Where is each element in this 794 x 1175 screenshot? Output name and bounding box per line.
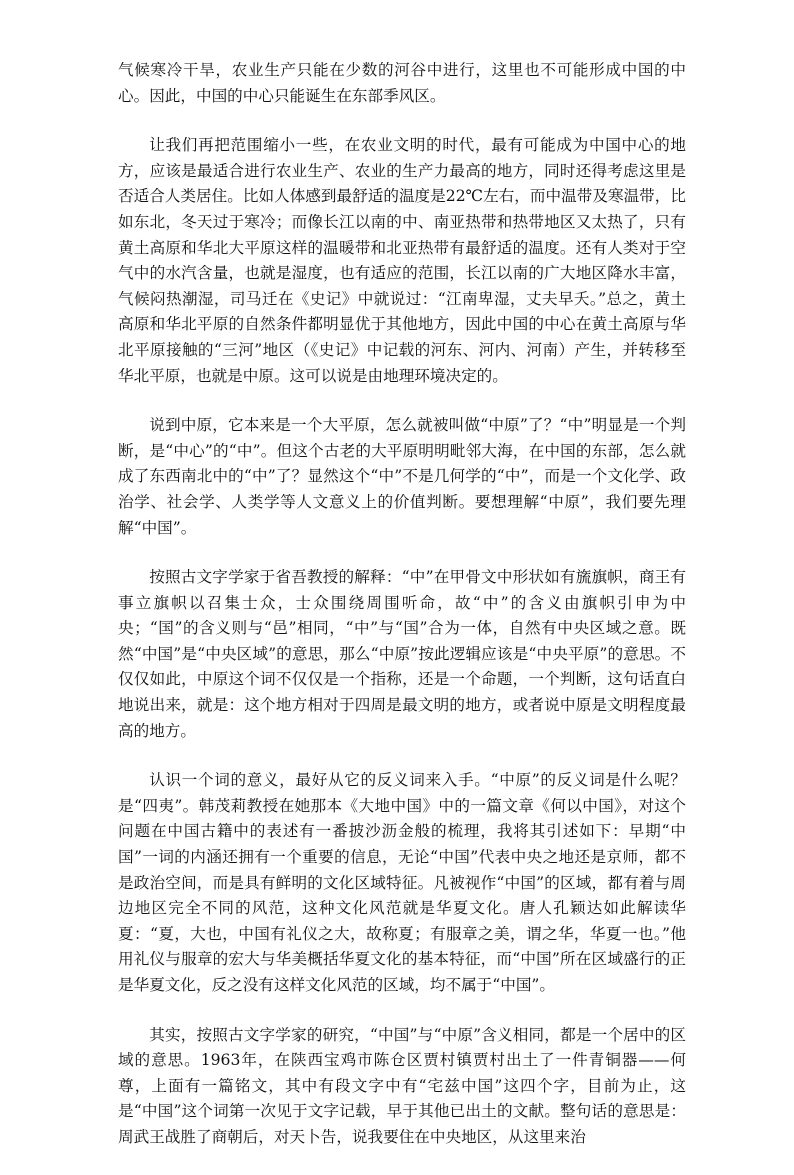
document-page [118, 58, 686, 1175]
paragraph-he-zun: 其实，按照古文字学家的研究，“中国”与“中原”含义相同，都是一个居中的区域的意思。1963年，在陕西宝鸡市陈仓区贾村镇贾村出土了一件青铜器——何尊，上面有一篇铭文，其中有段文字中有“宅兹中国”这四个字，目前为止，这是“中国”这个词第一次见于文字记载，早于其他已出土的文献。整句话的意思是：周武王战胜了商朝后，对天卜告，说我要住在中央地区，从这里来治 [118, 1025, 686, 1146]
paragraph-siyi: 认识一个词的意义，最好从它的反义词来入手。“中原”的反义词是什么呢？是“四夷”。韩茂莉教授在她那本《大地中国》中的一篇文章《何以中国》，对这个问题在中国古籍中的表述有一番披沙沥金般的梳理，我将其引述如下：早期“中国”一词的内涵还拥有一个重要的信息，无论“中国”代表中央之地还是京师，都不是政治空间，而是具有鲜明的文化区域特征。凡被视作“中国”的区域，都有着与周边地区完全不同的风范，这种文化风范就是华夏文化。唐人孔颖达如此解读华夏：“夏，大也，中国有礼仪之大，故称夏；有服章之美，谓之华，华夏一也。”他用礼仪与服章的宏大与华美概括华夏文化的基本特征，而“中国”所在区域盛行的正是华夏文化，反之没有这样文化风范的区域，均不属于“中国”。 [118, 771, 686, 994]
paragraph-geography: 让我们再把范围缩小一些，在农业文明的时代，最有可能成为中国中心的地方，应该是最适合进行农业生产、农业的生产力最高的地方，同时还得考虑这里是否适合人类居住。比如人体感到最舒适的温度是22℃左右，而中温带及寒温带，比如东北，冬天过于寒冷；而像长江以南的中、南亚热带和热带地区又太热了，只有黄土高原和华北大平原这样的温暖带和北亚热带有最舒适的温度。还有人类对于空气中的水汽含量，也就是湿度，也有适应的范围，长江以南的广大地区降水丰富，气候闷热潮湿，司马迁在《史记》中就说过：“江南卑湿，丈夫早夭。”总之，黄土高原和华北平原的自然条件都明显优于其他地方，因此中国的中心在黄土高原与华北平原接触的“三河”地区（《史记》中记载的河东、河内、河南）产生，并转移至华北平原，也就是中原。这可以说是由地理环境决定的。 [118, 136, 686, 385]
paragraph-oracle-bone: 按照古文字学家于省吾教授的解释：“中”在甲骨文中形状如有旒旗帜，商王有事立旗帜以召集士众，士众围绕周围听命，故“中”的含义由旗帜引申为中央；“国”的含义则与“邑”相同，“中”与“国”合为一体，自然有中央区域之意。既然“中国”是“中央区域”的意思，那么“中原”按此逻辑应该是“中央平原”的意思。不仅仅如此，中原这个词不仅仅是一个指称，还是一个命题，一个判断，这句话直白地说出来，就是：这个地方相对于四周是最文明的地方，或者说中原是文明程度最高的地方。 [118, 568, 686, 740]
paragraph-continued: 气候寒冷干旱，农业生产只能在少数的河谷中进行，这里也不可能形成中国的中心。因此，中国的中心只能诞生在东部季风区。 [118, 61, 686, 105]
paragraph-zhongyuan: 说到中原，它本来是一个大平原，怎么就被叫做“中原”了？“中”明显是一个判断，是“中心”的“中”。但这个古老的大平原明明毗邻大海，在中国的东部，怎么就成了东西南北中的“中”了？显然这个“中”不是几何学的“中”，而是一个文化学、政治学、社会学、人类学等人文意义上的价值判断。要想理解“中原”，我们要先理解“中国”。 [118, 416, 686, 537]
